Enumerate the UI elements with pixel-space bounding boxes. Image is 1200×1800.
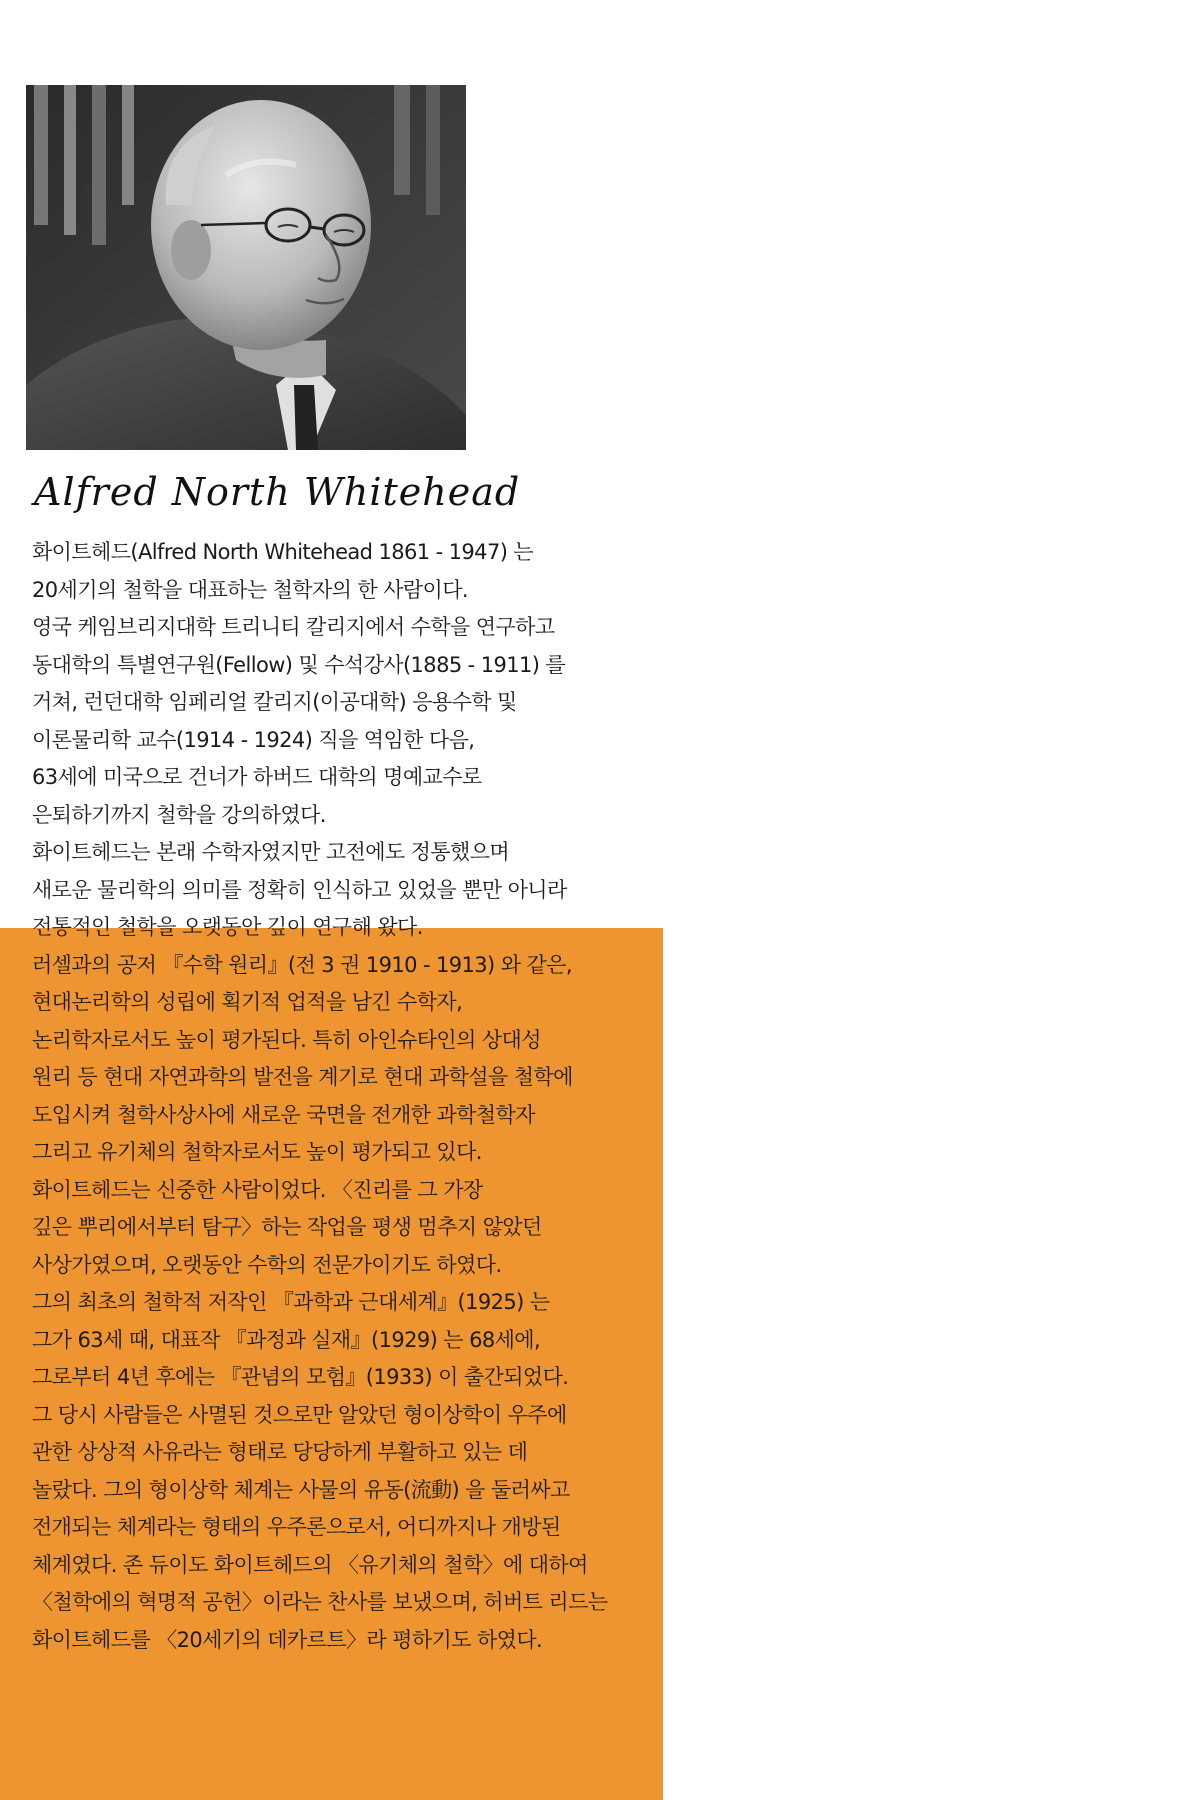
bio-line: 은퇴하기까지 철학을 강의하였다. <box>32 802 326 827</box>
bio-line: 관한 상상적 사유라는 형태로 당당하게 부활하고 있는 데 <box>32 1440 528 1464</box>
signature <box>30 463 521 523</box>
bio-line: 현대논리학의 성립에 획기적 업적을 남긴 수학자, <box>32 990 463 1014</box>
bio-line: 논리학자로서도 높이 평가된다. 특히 아인슈타인의 상대성 <box>32 1027 541 1052</box>
bio-line: 화이트헤드를 〈20세기의 데카르트〉라 평하기도 하였다. <box>32 1627 543 1652</box>
bio-line: 전통적인 철학을 오랫동안 깊이 연구해 왔다. <box>32 915 423 939</box>
bio-line: 체계였다. 존 듀이도 화이트헤드의 〈유기체의 철학〉에 대하여 <box>32 1552 588 1577</box>
bio-line: 그 당시 사람들은 사멸된 것으로만 알았던 형이상학이 우주에 <box>32 1402 567 1427</box>
bio-line: 동대학의 특별연구원(Fellow) 및 수석강사(1885 - 1911) 를 <box>32 652 566 677</box>
bio-line: 〈철학에의 혁명적 공헌〉이라는 찬사를 보냈으며, 허버트 리드는 <box>32 1590 608 1614</box>
bio-line: 그리고 유기체의 철학자로서도 높이 평가되고 있다. <box>32 1140 482 1164</box>
signature-text: Alfred North Whitehead <box>34 470 521 514</box>
bio-line: 화이트헤드는 본래 수학자였지만 고전에도 정통했으며 <box>32 840 510 864</box>
portrait-photo <box>26 85 466 450</box>
bio-line: 화이트헤드는 신중한 사람이었다. 〈진리를 그 가장 <box>32 1177 483 1202</box>
bio-line: 화이트헤드(Alfred North Whitehead 1861 - 1947) 는 <box>32 540 534 564</box>
bio-line: 깊은 뿌리에서부터 탐구〉하는 작업을 평생 멈추지 않았던 <box>32 1215 542 1239</box>
bio-line: 그가 63세 때, 대표작 『과정과 실재』(1929) 는 68세에, <box>32 1327 541 1352</box>
bio-line: 20세기의 철학을 대표하는 철학자의 한 사람이다. <box>32 577 469 602</box>
bio-line: 원리 등 현대 자연과학의 발전을 계기로 현대 과학설을 철학에 <box>32 1065 573 1089</box>
bio-line: 거쳐, 런던대학 임페리얼 칼리지(이공대학) 응용수학 및 <box>32 690 517 714</box>
bio-line: 전개되는 체계라는 형태의 우주론으로서, 어디까지나 개방된 <box>32 1515 561 1539</box>
bio-line: 63세에 미국으로 건너가 하버드 대학의 명예교수로 <box>32 765 482 789</box>
bio-line: 놀랐다. 그의 형이상학 체계는 사물의 유동(流動) 을 둘러싸고 <box>32 1477 570 1502</box>
biography-text <box>32 534 632 1659</box>
bio-line: 그로부터 4년 후에는 『관념의 모험』(1933) 이 출간되었다. <box>32 1365 569 1389</box>
bio-line: 영국 케임브리지대학 트리니티 칼리지에서 수학을 연구하고 <box>32 615 555 639</box>
bio-line: 사상가였으며, 오랫동안 수학의 전문가이기도 하였다. <box>32 1252 502 1277</box>
bio-line: 그의 최초의 철학적 저작인 『과학과 근대세계』(1925) 는 <box>32 1290 550 1314</box>
bio-line: 러셀과의 공저 『수학 원리』(전 3 권 1910 - 1913) 와 같은, <box>32 952 572 977</box>
bio-line: 이론물리학 교수(1914 - 1924) 직을 역임한 다음, <box>32 727 475 752</box>
bio-line: 새로운 물리학의 의미를 정확히 인식하고 있었을 뿐만 아니라 <box>32 877 567 902</box>
bio-line: 도입시켜 철학사상사에 새로운 국면을 전개한 과학철학자 <box>32 1102 535 1127</box>
